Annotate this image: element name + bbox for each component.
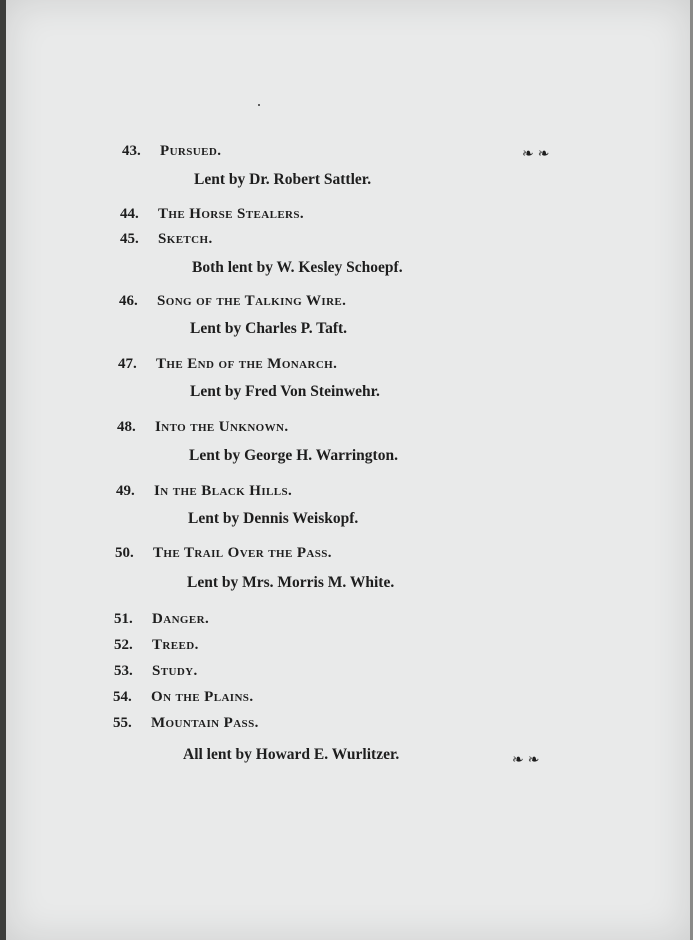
- lender-note: All lent by Howard E. Wurlitzer.: [183, 746, 400, 763]
- ornament-leaf-icon: ❧❧: [512, 753, 544, 768]
- entry-44: [120, 206, 304, 223]
- entry-number: 50.: [115, 545, 134, 561]
- entry-title: The End of the Monarch.: [156, 356, 338, 372]
- entry-number: 52.: [114, 637, 133, 653]
- lender-note: Lent by Dennis Weiskopf.: [188, 510, 359, 527]
- lender-note: Lent by Charles P. Taft.: [190, 320, 348, 337]
- entry-number: 55.: [113, 715, 132, 731]
- entry-43: [122, 143, 221, 160]
- entry-52: [114, 637, 199, 654]
- entry-title: In the Black Hills.: [154, 483, 293, 499]
- entry-number: 47.: [118, 356, 137, 372]
- entry-46: [119, 293, 346, 310]
- entry-54: [113, 689, 253, 706]
- entry-55: [113, 715, 259, 732]
- entry-title: Sketch.: [158, 231, 213, 247]
- entry-48: [117, 419, 289, 436]
- entry-title: Into the Unknown.: [155, 419, 289, 435]
- entry-number: 44.: [120, 206, 139, 222]
- entry-number: 45.: [120, 231, 139, 247]
- lender-note: Lent by Dr. Robert Sattler.: [194, 171, 372, 188]
- entry-title: Treed.: [152, 637, 199, 653]
- entry-50: [115, 545, 332, 562]
- entry-number: 49.: [116, 483, 135, 499]
- print-speck: [258, 104, 260, 106]
- entry-49: [116, 483, 292, 500]
- entry-title: Study.: [152, 663, 198, 679]
- entry-title: On the Plains.: [151, 689, 254, 705]
- lender-note: Lent by Fred Von Steinwehr.: [190, 383, 380, 400]
- entry-title: Song of the Talking Wire.: [157, 293, 347, 309]
- entry-number: 46.: [119, 293, 138, 309]
- entry-title: Danger.: [152, 611, 210, 627]
- ornament-leaf-icon: ❧❧: [522, 147, 554, 162]
- catalog-page: [6, 0, 690, 940]
- entry-title: The Horse Stealers.: [158, 206, 305, 222]
- entry-title: Pursued.: [160, 143, 222, 159]
- entry-47: [118, 356, 337, 373]
- lender-note: Lent by Mrs. Morris M. White.: [187, 574, 395, 591]
- entry-45: [120, 231, 213, 248]
- entry-number: 51.: [114, 611, 133, 627]
- entry-title: The Trail Over the Pass.: [153, 545, 332, 561]
- entry-number: 43.: [122, 143, 141, 159]
- entry-53: [114, 663, 198, 680]
- lender-note: Lent by George H. Warrington.: [189, 447, 398, 464]
- entry-title: Mountain Pass.: [151, 715, 259, 731]
- entry-number: 54.: [113, 689, 132, 705]
- entry-51: [114, 611, 209, 628]
- entry-number: 53.: [114, 663, 133, 679]
- lender-note: Both lent by W. Kesley Schoepf.: [192, 259, 403, 276]
- entry-number: 48.: [117, 419, 136, 435]
